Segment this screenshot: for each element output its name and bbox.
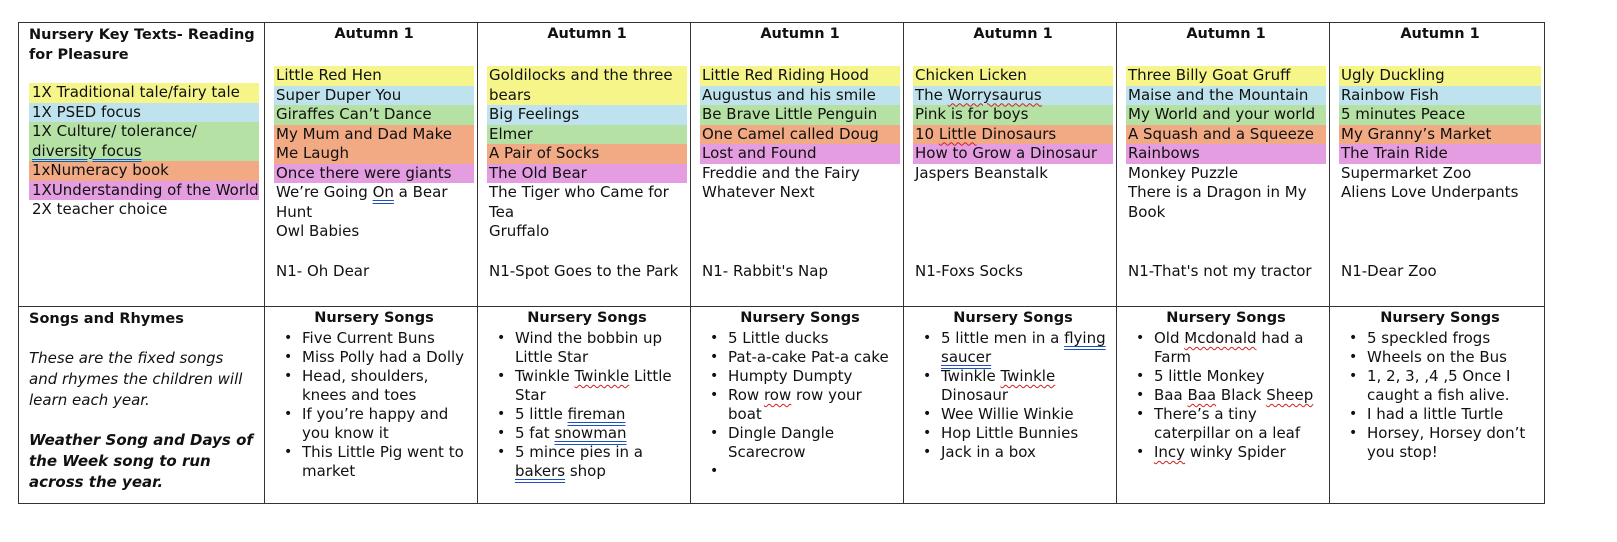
key-legend [29,83,259,220]
song-item: • Twinkle Twinkle Dinosaur [941,367,1113,405]
column-4-texts [904,23,1117,307]
song-item: • Jack in a box [941,443,1113,462]
book-item: Little Red Riding Hood [700,66,900,86]
song-item: • Humpty Dumpty [728,367,900,386]
book-item: Little Red Hen [274,66,474,86]
legend-item-psed: 1X PSED focus [29,103,259,123]
column-5-book-list [1126,66,1326,222]
book-item: Supermarket Zoo [1341,163,1472,182]
key-texts-row [19,23,1545,307]
book-item: There is a Dragon in My Book [1128,183,1307,221]
legend-item-traditional: 1X Traditional tale/fairy tale [29,83,259,103]
song-item: • This Little Pig went to market [302,443,474,481]
column-6-texts [1330,23,1545,307]
column-4-song-list [913,329,1113,462]
book-item: The Old Bear [487,164,687,184]
book-item: We’re Going On a Bear Hunt [276,183,448,221]
book-item: A Pair of Socks [487,144,687,164]
book-item: Gruffalo [489,222,550,240]
song-item: • 5 little men in a flying saucer [941,329,1113,367]
column-1-texts [265,23,478,307]
column-3-song-list [700,329,900,481]
column-3-songs-header: Nursery Songs [740,310,860,326]
column-2-book-list [487,66,687,242]
book-item: The Worrysaurus [913,86,1113,106]
column-1-header: Autumn 1 [334,26,414,42]
songs-title: Songs and Rhymes [29,311,184,327]
song-item: • If you’re happy and you know it [302,405,474,443]
book-item: Rainbow Fish [1339,86,1541,106]
column-5-texts [1117,23,1330,307]
legend-item-culture: 1X Culture/ tolerance/ diversity focus [29,122,259,161]
book-item: Aliens Love Underpants [1341,183,1519,201]
book-item: Super Duper You [274,86,474,106]
song-item: • Wee Willie Winkie [941,405,1113,424]
column-3-n1-book: N1- Rabbit's Nap [702,262,828,280]
song-item: • 1, 2, 3, ,4 ,5 Once I caught a fish alive. [1367,367,1541,405]
song-item: • Horsey, Horsey don’t you stop! [1367,424,1541,462]
song-item: • I had a little Turtle [1367,405,1541,424]
book-item: How to Grow a Dinosaur [913,144,1113,164]
book-item: Ugly Duckling [1339,66,1541,86]
book-item: 10 Little Dinosaurs [913,125,1113,145]
curriculum-table [18,22,1545,504]
column-4-n1-book: N1-Foxs Socks [915,262,1023,280]
song-item: • Head, shoulders, knees and toes [302,367,474,405]
column-1-songs-header: Nursery Songs [314,310,434,326]
song-item: • 5 mince pies in a bakers shop [515,443,687,481]
book-item: Jaspers Beanstalk [915,163,1048,182]
book-item: The Tiger who Came for Tea [489,183,669,221]
column-6-n1-book: N1-Dear Zoo [1341,262,1437,280]
book-item: One Camel called Doug [700,125,900,145]
songs-note: Weather Song and Days of the Week song to run across the year. [29,431,253,491]
column-4-book-list [913,66,1113,183]
songs-label-cell [19,307,265,504]
column-4-songs [904,307,1117,504]
column-5-songs [1117,307,1330,504]
column-2-songs [478,307,691,504]
column-6-header: Autumn 1 [1400,26,1480,42]
column-1-n1-book: N1- Oh Dear [276,262,370,280]
book-item: The Train Ride [1339,144,1541,164]
song-item: • Incy winky Spider [1154,443,1326,462]
song-item: • Five Current Buns [302,329,474,348]
column-1-songs [265,307,478,504]
column-5-songs-header: Nursery Songs [1166,310,1286,326]
key-texts-label-cell [19,23,265,307]
column-6-song-list [1339,329,1541,462]
column-2-n1-book: N1-Spot Goes to the Park [489,262,679,280]
book-item: Lost and Found [700,144,900,164]
songs-row [19,307,1545,504]
song-item: • There’s a tiny caterpillar on a leaf [1154,405,1326,443]
songs-description: These are the fixed songs and rhymes the children will learn each year. [29,349,243,409]
column-5-song-list [1126,329,1326,462]
book-item: Goldilocks and the three bears [487,66,687,105]
song-item [728,462,900,481]
book-item: Big Feelings [487,105,687,125]
column-3-header: Autumn 1 [760,26,840,42]
column-3-book-list [700,66,900,203]
column-2-songs-header: Nursery Songs [527,310,647,326]
song-item: • 5 little fireman [515,405,687,424]
column-1-book-list [274,66,474,242]
book-item: My World and your world [1126,105,1326,125]
song-item: • Wheels on the Bus [1367,348,1541,367]
column-2-header: Autumn 1 [547,26,627,42]
book-item: 5 minutes Peace [1339,105,1541,125]
book-item: Maise and the Mountain [1126,86,1326,106]
song-item: • 5 speckled frogs [1367,329,1541,348]
book-item: Rainbows [1126,144,1326,164]
song-item: • 5 Little ducks [728,329,900,348]
book-item: Whatever Next [702,183,815,201]
column-2-texts [478,23,691,307]
column-5-header: Autumn 1 [1186,26,1266,42]
book-item: Once there were giants [274,164,474,184]
legend-item-teacher-choice: 2X teacher choice [32,200,168,218]
song-item: • Baa Baa Black Sheep [1154,386,1326,405]
song-item: • Dingle Dangle Scarecrow [728,424,900,462]
column-6-book-list [1339,66,1541,203]
book-item: Pink is for boys [913,105,1113,125]
book-item: Monkey Puzzle [1128,163,1239,182]
column-6-songs-header: Nursery Songs [1380,310,1500,326]
song-item: • Miss Polly had a Dolly [302,348,474,367]
column-5-n1-book: N1-That's not my tractor [1128,262,1312,280]
column-4-header: Autumn 1 [973,26,1053,42]
book-item: Chicken Licken [913,66,1113,86]
legend-item-world: 1XUnderstanding of the World [29,181,259,201]
column-4-songs-header: Nursery Songs [953,310,1073,326]
song-item: • Hop Little Bunnies [941,424,1113,443]
book-item: My Granny’s Market [1339,125,1541,145]
book-item: Augustus and his smile [700,86,900,106]
book-item: Giraffes Can’t Dance [274,105,474,125]
song-item: • Old Mcdonald had a Farm [1154,329,1326,367]
song-item: • Row row row your boat [728,386,900,424]
song-item: • Twinkle Twinkle Little Star [515,367,687,405]
book-item: Elmer [487,125,687,145]
column-3-songs [691,307,904,504]
column-6-songs [1330,307,1545,504]
column-3-texts [691,23,904,307]
book-item: A Squash and a Squeeze [1126,125,1326,145]
column-1-song-list [274,329,474,481]
book-item: Three Billy Goat Gruff [1126,66,1326,86]
book-item: My Mum and Dad Make Me Laugh [274,125,474,164]
song-item: • 5 little Monkey [1154,367,1326,386]
book-item: Be Brave Little Penguin [700,105,900,125]
legend-item-numeracy: 1xNumeracy book [29,161,259,181]
key-texts-title: Nursery Key Texts- Reading for Pleasure [29,27,255,63]
book-item: Owl Babies [276,222,360,240]
book-item: Freddie and the Fairy [702,163,860,182]
column-2-song-list [487,329,687,481]
song-item: • Wind the bobbin up Little Star [515,329,687,367]
song-item: • 5 fat snowman [515,424,687,443]
song-item: • Pat-a-cake Pat-a cake [728,348,900,367]
